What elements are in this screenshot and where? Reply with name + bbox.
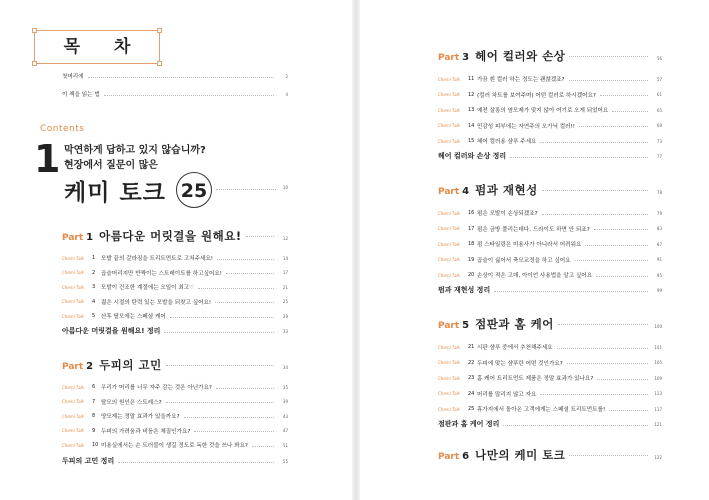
item-title: 두피에 맞는 샴푸란 어떤 것인가요? [477,360,563,367]
item-title: 두피의 가려움과 비듬은 체질인가요? [101,428,191,435]
item-title: (컬러 차트를 보여주며) 어떤 컬러로 하시겠어요? [477,92,596,99]
item-title: 손상이 적은 고데, 아이언 사용법을 알고 싶어요 [477,273,593,279]
chemi-talk-tag: Chemi Talk [62,284,84,290]
part-number: 4 [462,186,470,197]
item-title: 우리가 머리를 너무 자주 감는 것은 아닌가요? [101,385,212,391]
item-number: 13 [468,107,475,113]
headline-line1: 막연하게 답하고 있지 않습니까? [64,145,206,156]
summary-page: 121 [654,421,662,427]
chemi-talk-tag: Chemi Talk [62,313,84,319]
item-title: 펌은 금방 풀리는데다, 드라이도 하면 안 되죠? [477,226,590,233]
item-title: 예전 살롱의 염모제가 맞지 않아 여기로 오게 되었어요 [477,108,609,114]
part-summary[interactable] [62,325,288,337]
part-heading[interactable] [438,316,662,332]
item-page: 17 [282,270,288,275]
item-page: 83 [656,226,662,231]
book-gutter [352,0,360,500]
item-page: 95 [656,272,662,278]
item-title: 양모제는 정말 효과가 있을까요? [101,414,180,420]
toc-item[interactable] [62,281,288,293]
item-number: 16 [468,210,475,216]
item-number: 6 [92,384,96,390]
part-title: 두피의 고민 [99,358,162,372]
toc-item[interactable] [62,381,288,393]
headline-number: 1 [34,137,61,181]
item-number: 24 [468,390,475,397]
headline-page: 10 [282,185,288,190]
toc-item[interactable] [62,439,288,451]
item-number: 18 [468,241,475,247]
item-page: 39 [282,399,288,404]
headline-line2: 현장에서 질문이 많은 [64,160,158,171]
item-title: 곱슬머리지만 반짝이는 스트레이트를 하고싶어요! [101,270,223,277]
toc-item[interactable] [438,238,662,250]
toc-title: 목 차 [63,37,145,57]
intro-item[interactable]: 첫머리에 2 [62,73,288,80]
item-page: 79 [656,210,662,216]
toc-item[interactable] [62,296,288,308]
item-number: 4 [92,298,96,305]
part-number: 5 [462,320,470,331]
item-title: 민감성 피부에는 자연주의 오가닉 컬러!! [477,123,576,130]
part-summary[interactable] [438,284,662,296]
item-title: 머리를 말리지 않고 자요 [477,391,537,398]
item-page: 61 [656,92,662,97]
item-number: 15 [468,138,475,144]
chemi-talk-tag: Chemi Talk [62,299,84,304]
item-title: 홈 케어 트리트먼트 제품은 정말 효과가 있나요? [477,376,594,382]
item-title: 휴가지에서 돌아온 고객에게는 스페셜 트리트먼트를! [477,407,606,413]
item-title: 헤어 컬러용 샴푸 주세요 [477,139,537,145]
chemi-talk-tag: Chemi Talk [438,226,460,231]
part-page: 34 [282,365,288,370]
item-page: 117 [654,406,662,412]
intro-item[interactable]: 이 책을 읽는 법 4 [62,91,288,98]
part-number: 3 [462,52,470,63]
chemi-talk-tag: Chemi Talk [438,123,460,128]
toc-item[interactable] [438,135,662,147]
part-title: 헤어 컬러와 손상 [475,49,566,63]
toc-item[interactable] [62,410,288,422]
toc-item[interactable] [438,89,662,101]
part-heading[interactable] [62,357,288,373]
toc-item[interactable] [62,252,288,264]
part-page: 78 [656,190,662,195]
item-number: 22 [468,359,475,366]
part-label: Part [62,362,84,372]
summary-page: 33 [282,328,288,334]
item-page: 65 [656,107,662,113]
item-number: 8 [92,413,96,419]
item-title: 가끔 흰 컬러 하는 정도는 괜찮겠죠? [477,77,565,83]
summary-title: 펌과 재현성 정리 [438,286,491,294]
item-title: 젊은 시절의 탄력 있는 모발을 되찾고 싶어요! [101,299,212,306]
item-number: 1 [92,255,96,261]
chemi-talk-tag: Chemi Talk [438,391,460,396]
part-heading[interactable] [438,48,662,64]
item-number: 25 [468,406,475,412]
left-page [0,0,352,500]
chemi-talk-tag: Chemi Talk [438,406,460,412]
summary-title: 두피의 고민 정리 [62,457,115,465]
toc-item[interactable] [438,120,662,132]
item-number: 23 [468,375,475,381]
item-title: 탈모의 원인은 스트레스? [101,399,162,406]
chemi-talk-tag: Chemi Talk [438,344,460,350]
part-summary[interactable] [62,455,288,467]
headline-badge: 25 [176,172,212,208]
item-title: 산후 탈모에는 스페셜 케어 [101,314,166,320]
item-number: 5 [92,313,96,319]
toc-item[interactable] [438,104,662,116]
item-number: 7 [92,398,96,405]
item-title: 곱슬이 싫어서 축모교정을 하고 싶어요 [477,257,571,264]
part-heading[interactable] [438,447,662,463]
toc-item[interactable] [438,341,662,353]
item-title: 모발 끝의 갈라짐을 트리트먼트로 고쳐주세요! [101,256,214,262]
part-summary[interactable] [438,150,662,162]
chemi-talk-tag: Chemi Talk [62,270,84,275]
part-title: 아름다운 머릿결을 원해요! [99,229,242,243]
item-page: 57 [656,76,662,82]
item-title: 미용실에서는 손 트러블이 생길 정도로 독한 것을 쓰나 봐요? [101,443,248,449]
part-number: 6 [462,451,470,462]
item-page: 109 [654,375,662,381]
contents-label: Contents [40,124,85,134]
part-page: 122 [654,455,662,460]
chemi-talk-tag: Chemi Talk [62,384,84,390]
item-page: 87 [656,241,662,247]
item-title: 시판 샴푸 중에서 추천해주세요 [477,345,553,351]
toc-item[interactable] [438,388,662,400]
chemi-talk-tag: Chemi Talk [438,272,460,278]
item-page: 105 [654,360,662,365]
toc-item[interactable] [438,357,662,369]
part-title: 점판과 홈 케어 [475,317,554,331]
part-page: 12 [282,236,288,241]
summary-page: 55 [282,458,288,464]
chemi-talk-tag: Chemi Talk [438,92,460,97]
item-number: 11 [468,76,475,82]
toc-item[interactable] [438,372,662,384]
item-number: 20 [468,272,475,278]
part-heading[interactable] [62,228,288,244]
part-summary[interactable] [438,418,662,430]
part-label: Part [438,53,460,63]
item-title: 펌은 모발이 손상되겠죠? [477,211,538,217]
item-page: 43 [282,413,288,419]
toc-item[interactable] [438,207,662,219]
item-page: 73 [656,138,662,144]
item-number: 12 [468,91,475,98]
toc-item[interactable] [438,254,662,266]
toc-item[interactable] [438,223,662,235]
chemi-talk-tag: Chemi Talk [438,76,460,82]
chemi-talk-tag: Chemi Talk [438,241,460,247]
chemi-talk-tag: Chemi Talk [62,399,84,404]
summary-page: 77 [656,153,662,159]
summary-title: 아름다운 머릿결을 원해요! 정리 [62,327,161,335]
summary-title: 점판과 홈 케어 정리 [438,420,500,428]
chemi-talk-tag: Chemi Talk [438,107,460,113]
toc-item[interactable] [438,269,662,281]
part-label: Part [62,233,84,243]
item-number: 17 [468,225,475,232]
item-page: 69 [656,123,662,128]
item-page: 113 [654,391,662,396]
item-page: 51 [282,442,288,448]
part-heading[interactable] [438,182,662,198]
toc-item[interactable] [62,267,288,279]
part-title: 펌과 재현성 [475,183,538,197]
toc-item[interactable] [62,310,288,322]
item-page: 101 [654,344,662,350]
item-page: 25 [282,299,288,304]
item-number: 9 [92,427,96,434]
part-label: Part [438,452,460,462]
item-page: 21 [282,284,288,290]
item-page: 47 [282,428,288,433]
part-page: 56 [656,56,662,61]
item-number: 21 [468,344,475,350]
right-page [360,0,709,500]
toc-item[interactable] [438,403,662,415]
item-title: 모발이 건조한 계절에는 오일이 최고♡ [101,285,195,291]
toc-item[interactable] [438,73,662,85]
item-title: 펌 스타일링은 미용사가 아니라서 어려워요 [477,242,582,248]
chemi-talk-tag: Chemi Talk [62,255,84,261]
item-number: 2 [92,269,96,276]
summary-title: 헤어 컬러와 손상 정리 [438,152,507,160]
toc-item[interactable] [62,396,288,408]
item-page: 14 [282,255,288,261]
item-number: 10 [92,442,99,448]
toc-title-box [34,30,160,64]
part-label: Part [438,187,460,197]
chemi-talk-tag: Chemi Talk [438,138,460,144]
item-number: 14 [468,122,475,129]
part-label: Part [438,321,460,331]
part-page: 100 [654,324,662,329]
item-number: 19 [468,256,475,263]
item-page: 91 [656,257,662,262]
part-title: 나만의 케미 토크 [475,448,566,462]
headline-title: 케미 토크 [64,180,166,206]
chemi-talk-tag: Chemi Talk [438,257,460,262]
item-page: 35 [282,384,288,390]
part-number: 2 [86,361,94,372]
chemi-talk-tag: Chemi Talk [438,375,460,381]
item-page: 29 [282,313,288,319]
chemi-talk-tag: Chemi Talk [438,360,460,365]
summary-page: 99 [656,287,662,293]
chemi-talk-tag: Chemi Talk [62,442,84,448]
part-number: 1 [86,232,94,243]
chemi-talk-tag: Chemi Talk [62,428,84,433]
chemi-talk-tag: Chemi Talk [438,210,460,216]
chemi-talk-tag: Chemi Talk [62,413,84,419]
item-number: 3 [92,284,96,290]
toc-item[interactable] [62,425,288,437]
